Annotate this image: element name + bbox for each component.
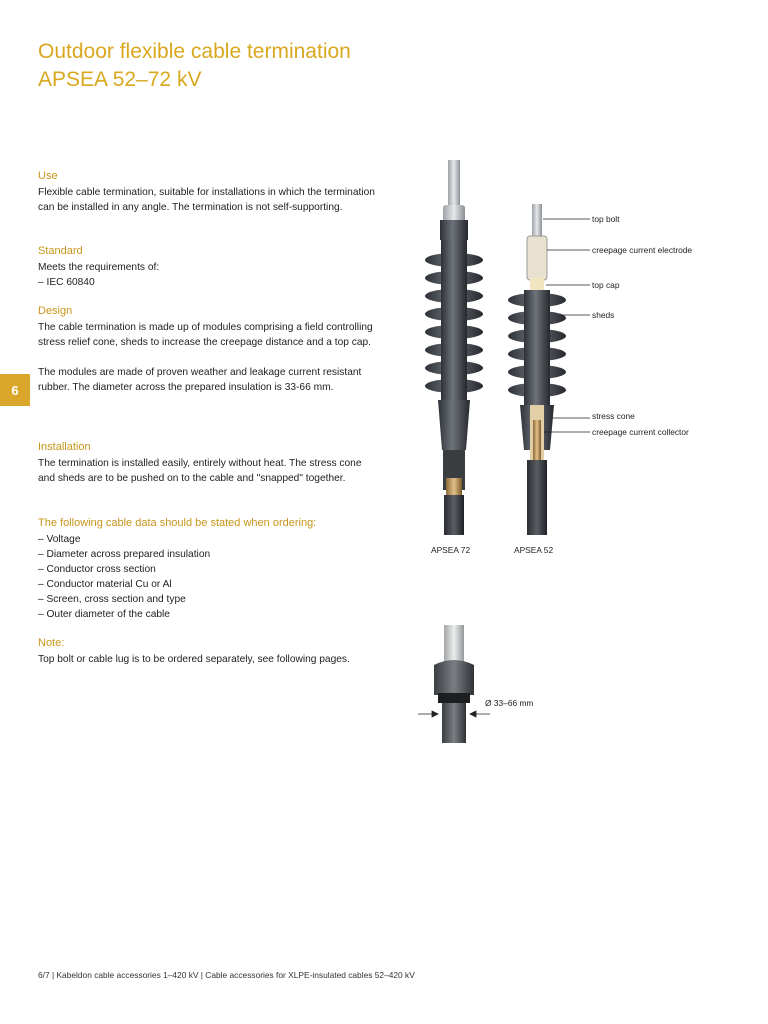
design-heading: Design xyxy=(38,305,73,317)
chapter-tab: 6 xyxy=(0,374,30,406)
title-line-1: Outdoor flexible cable termination xyxy=(38,40,351,63)
note-heading: Note: xyxy=(38,637,65,649)
list-item: – IEC 60840 xyxy=(38,275,378,290)
label-creepage-electrode: creepage current electrode xyxy=(592,245,693,255)
diameter-detail-illustration xyxy=(410,625,490,745)
section-note xyxy=(38,636,378,667)
note-text: Top bolt or cable lug is to be ordered separately, see following pages. xyxy=(38,654,350,665)
section-standard xyxy=(38,244,378,290)
label-sheds: sheds xyxy=(592,310,615,320)
caption-apsea-52: APSEA 52 xyxy=(514,545,554,555)
callout-lines xyxy=(543,219,590,432)
installation-heading: Installation xyxy=(38,441,91,453)
ordering-heading: The following cable data should be stated when ordering: xyxy=(38,517,317,529)
section-design xyxy=(38,304,378,395)
installation-text: The termination is installed easily, entirely without heat. The stress cone and sheds are to be pushed on to the cable and "snapped" together. xyxy=(38,458,362,484)
diameter-label: Ø 33–66 mm xyxy=(485,698,534,708)
use-heading: Use xyxy=(38,170,58,182)
label-stress-cone: stress cone xyxy=(592,411,635,421)
list-item: – Voltage xyxy=(38,532,378,547)
list-item: – Screen, cross section and type xyxy=(38,592,378,607)
standard-text: Meets the requirements of: xyxy=(38,262,160,273)
list-item: – Conductor material Cu or Al xyxy=(38,577,378,592)
title-line-2: APSEA 52–72 kV xyxy=(38,68,202,91)
ordering-list xyxy=(38,532,378,622)
list-item: – Conductor cross section xyxy=(38,562,378,577)
caption-apsea-72: APSEA 72 xyxy=(431,545,471,555)
termination-illustration xyxy=(410,160,600,540)
section-use xyxy=(38,169,378,215)
page-title xyxy=(38,38,351,94)
list-item: – Outer diameter of the cable xyxy=(38,607,378,622)
apsea-52-termination xyxy=(508,204,566,535)
label-creepage-collector: creepage current collector xyxy=(592,427,689,437)
list-item: – Diameter across prepared insulation xyxy=(38,547,378,562)
label-top-bolt: top bolt xyxy=(592,214,620,224)
apsea-72-termination xyxy=(425,160,483,535)
section-ordering xyxy=(38,516,378,622)
standard-heading: Standard xyxy=(38,245,83,257)
design-text-2: The modules are made of proven weather and leakage current resistant rubber. The diameter across the prepared insulation is 33-66 mm. xyxy=(38,367,362,393)
standard-list xyxy=(38,275,378,290)
page-footer: 6/7 | Kabeldon cable accessories 1–420 kV | Cable accessories for XLPE-insulated cables 52–420 kV xyxy=(38,970,415,980)
design-text-1: The cable termination is made up of modules comprising a field controlling stress relief cone, sheds to increase the creepage distance and a top cap. xyxy=(38,322,373,348)
use-text: Flexible cable termination, suitable for installations in which the termination can be installed in any angle. The termination is not self-supporting. xyxy=(38,187,375,213)
label-top-cap: top cap xyxy=(592,280,620,290)
section-installation xyxy=(38,440,378,486)
